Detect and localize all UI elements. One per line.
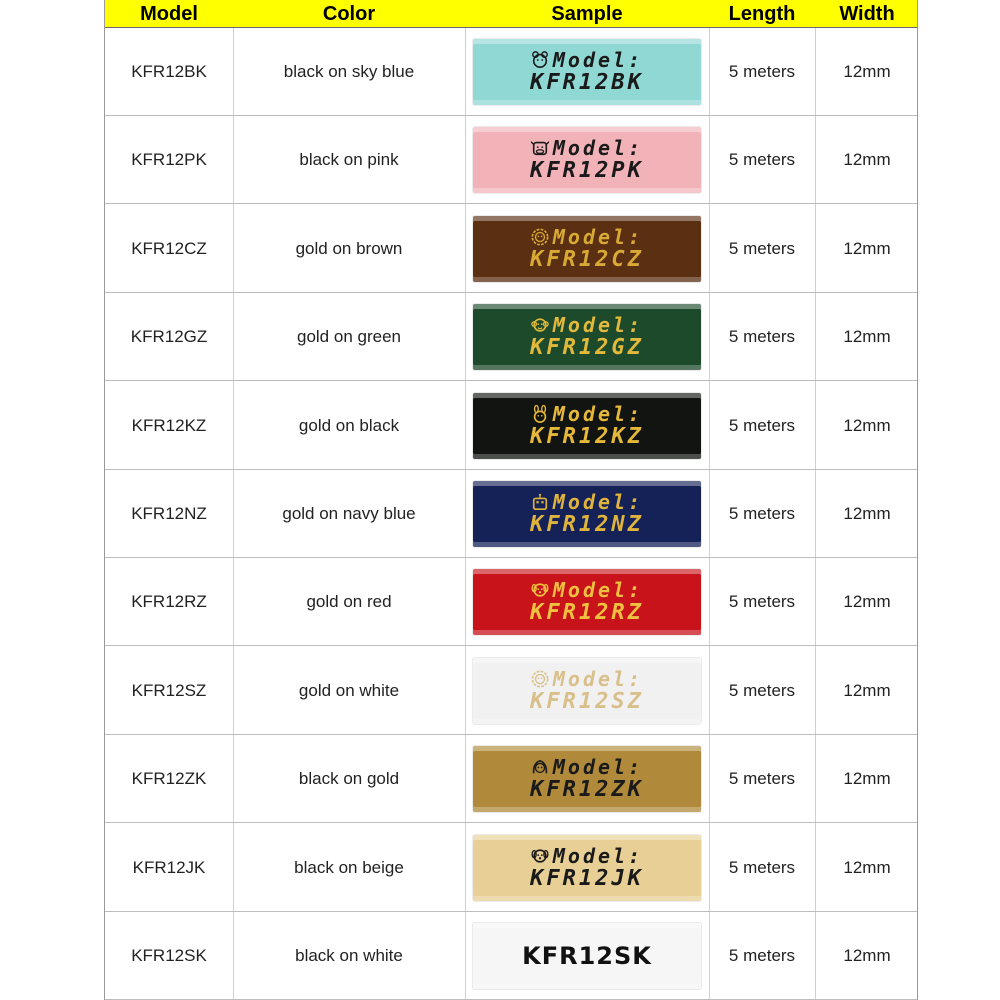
- model-cell: KFR12KZ: [131, 415, 207, 435]
- ribbon-model-text: KFR12CZ: [530, 246, 644, 272]
- sample-cell: [465, 205, 709, 293]
- table-row: [105, 647, 917, 735]
- color-cell: black on beige: [294, 857, 404, 877]
- ribbon-model-text: KFR12SZ: [530, 688, 644, 714]
- ribbon-line-1: [531, 49, 643, 71]
- ribbon-label-text: Model:: [552, 48, 644, 72]
- ribbon-label-text: Model:: [552, 755, 644, 780]
- table-row: [105, 912, 917, 1000]
- color-cell: black on gold: [298, 769, 400, 789]
- length-cell: 5 meters: [728, 857, 796, 877]
- length-cell: 5 meters: [728, 62, 796, 81]
- header-sample: Sample: [551, 3, 623, 25]
- table-row: [105, 558, 917, 646]
- table-row: [105, 824, 917, 912]
- sample-cell: [465, 293, 709, 381]
- length-cell: 5 meters: [728, 680, 796, 700]
- model-cell: KFR12NZ: [131, 504, 207, 523]
- ribbon-label-text: Model:: [552, 136, 644, 161]
- width-cell: 12mm: [843, 504, 891, 523]
- dog-icon: [531, 847, 553, 865]
- sample-cell: [465, 558, 709, 646]
- table-row: [105, 28, 917, 116]
- ribbon-label-text: Model:: [552, 224, 644, 249]
- ribbon-line-1: [531, 845, 643, 867]
- robot-icon: [531, 493, 553, 511]
- length-cell: 5 meters: [728, 327, 796, 347]
- model-cell: KFR12RZ: [131, 592, 207, 612]
- width-cell: 12mm: [843, 769, 891, 789]
- ribbon-sample: [473, 304, 701, 370]
- header-width: Width: [839, 3, 895, 25]
- color-cell: gold on navy blue: [282, 504, 416, 523]
- model-cell: KFR12CZ: [131, 238, 207, 258]
- width-cell: 12mm: [843, 592, 891, 612]
- color-cell: gold on brown: [295, 238, 403, 258]
- ribbon-model-text: KFR12GZ: [530, 335, 644, 361]
- ribbon-model-text: KFR12KZ: [530, 423, 644, 449]
- ribbon-model-text: KFR12SK: [522, 942, 652, 970]
- ribbon-model-text: KFR12ZK: [530, 777, 644, 803]
- sample-cell: [465, 912, 709, 1000]
- table-row: [105, 116, 917, 204]
- lion-icon: [531, 670, 553, 688]
- table-row: [105, 293, 917, 381]
- width-cell: 12mm: [843, 62, 891, 81]
- ribbon-sample: [473, 216, 701, 282]
- ribbon-label-text: Model:: [552, 490, 644, 514]
- length-cell: 5 meters: [728, 769, 796, 789]
- ribbon-line-1: [531, 226, 643, 248]
- color-cell: black on pink: [299, 150, 399, 170]
- color-cell: gold on black: [298, 415, 400, 435]
- ribbon-line-1: [531, 756, 643, 778]
- sample-cell: [465, 382, 709, 470]
- ribbon-model-text: KFR12JK: [530, 865, 644, 891]
- length-cell: 5 meters: [728, 946, 796, 965]
- monkey-icon: [531, 316, 553, 334]
- ribbon-sample: [473, 127, 701, 193]
- color-cell: gold on green: [297, 327, 401, 347]
- header-length: Length: [728, 3, 796, 25]
- length-cell: 5 meters: [728, 150, 796, 170]
- width-cell: 12mm: [843, 150, 891, 170]
- ribbon-model-text: KFR12RZ: [530, 600, 644, 626]
- sample-cell: [465, 116, 709, 204]
- color-cell: gold on red: [306, 592, 392, 612]
- lion-icon: [531, 228, 553, 246]
- ribbon-model-text: KFR12BK: [530, 70, 644, 95]
- model-cell: KFR12SK: [131, 946, 207, 965]
- sample-cell: [465, 824, 709, 912]
- table-row: [105, 470, 917, 558]
- ribbon-line-1: [531, 579, 643, 601]
- ribbon-line-1: [531, 403, 643, 425]
- ribbon-label-text: Model:: [552, 401, 644, 426]
- ribbon-sample: [473, 393, 701, 459]
- ribbon-line-1: [531, 314, 643, 336]
- color-cell: black on sky blue: [283, 62, 415, 81]
- width-cell: 12mm: [843, 857, 891, 877]
- cow-icon: [531, 139, 553, 157]
- header-model: Model: [140, 3, 198, 25]
- ribbon-label-text: Model:: [552, 578, 644, 603]
- sample-cell: [465, 470, 709, 558]
- ribbon-label-text: Model:: [552, 313, 644, 338]
- color-table: [104, 0, 918, 1000]
- length-cell: 5 meters: [728, 238, 796, 258]
- ribbon-sample: [473, 481, 701, 547]
- dog-icon: [531, 581, 553, 599]
- sample-cell: [465, 647, 709, 735]
- table-row: [105, 382, 917, 470]
- color-cell: black on white: [295, 946, 403, 965]
- ribbon-sample: [473, 835, 701, 901]
- sample-cell: [465, 735, 709, 823]
- rabbit-icon: [531, 405, 553, 423]
- width-cell: 12mm: [843, 415, 891, 435]
- ribbon-sample: [473, 746, 701, 812]
- ribbon-sample: [473, 39, 701, 105]
- ribbon-line-1: [531, 137, 643, 159]
- color-cell: gold on white: [298, 680, 400, 700]
- model-cell: KFR12PK: [131, 150, 207, 170]
- model-cell: KFR12JK: [132, 857, 206, 877]
- ribbon-label-text: Model:: [552, 843, 644, 868]
- girl-icon: [531, 758, 553, 776]
- table-header: [105, 0, 917, 28]
- ribbon-sample: [473, 658, 701, 724]
- ribbon-model-text: KFR12PK: [530, 158, 644, 184]
- ribbon-line-1: [531, 668, 643, 690]
- model-cell: KFR12BK: [131, 62, 207, 81]
- table-row: [105, 205, 917, 293]
- ribbon-label-text: Model:: [552, 666, 644, 691]
- width-cell: 12mm: [843, 238, 891, 258]
- ribbon-sample: [473, 569, 701, 635]
- width-cell: 12mm: [843, 946, 891, 965]
- ribbon-sample: [473, 923, 701, 989]
- width-cell: 12mm: [843, 680, 891, 700]
- ribbon-model-text: KFR12NZ: [530, 512, 644, 537]
- bear-icon: [531, 51, 553, 69]
- length-cell: 5 meters: [728, 592, 796, 612]
- sample-cell: [465, 28, 709, 116]
- length-cell: 5 meters: [728, 504, 796, 523]
- model-cell: KFR12SZ: [131, 680, 207, 700]
- width-cell: 12mm: [843, 327, 891, 347]
- ribbon-line-1: [531, 491, 643, 513]
- length-cell: 5 meters: [728, 415, 796, 435]
- table-row: [105, 735, 917, 823]
- model-cell: KFR12ZK: [131, 769, 207, 789]
- model-cell: KFR12GZ: [130, 327, 208, 347]
- header-color: Color: [322, 3, 376, 25]
